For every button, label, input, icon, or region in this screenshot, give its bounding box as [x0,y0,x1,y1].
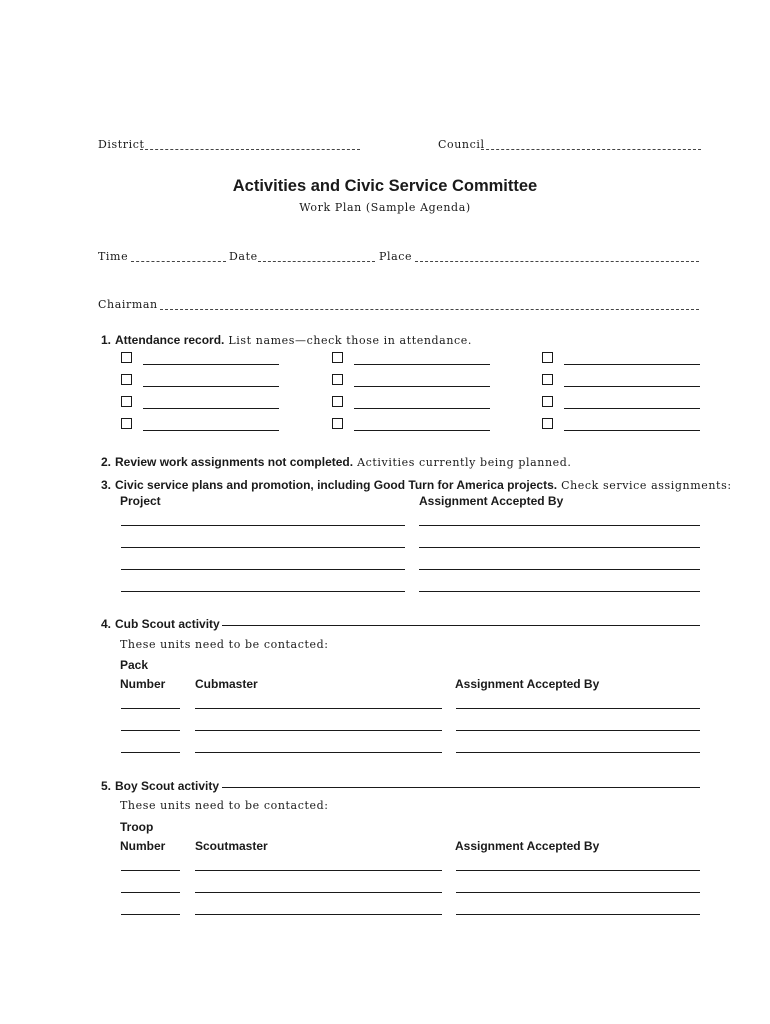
attendance-name-line[interactable] [564,364,700,365]
scoutmaster-line[interactable] [195,892,442,893]
item-1-text: List names—check those in attendance. [228,334,472,347]
chairman-field[interactable] [160,309,699,310]
cubmaster-line[interactable] [195,752,442,753]
troop-number-line[interactable] [121,914,180,915]
pack-number-line[interactable] [121,708,180,709]
scoutmaster-line[interactable] [195,914,442,915]
date-label: Date [229,250,258,263]
attendance-checkbox[interactable] [121,396,132,407]
assignment-line[interactable] [419,569,700,570]
attendance-checkbox[interactable] [332,418,343,429]
attendance-checkbox[interactable] [332,374,343,385]
item-5-title: Boy Scout activity [115,779,220,793]
assignment-line[interactable] [419,591,700,592]
assignment-line[interactable] [419,525,700,526]
cub-scout-activity-line[interactable] [222,625,700,626]
item-3-title: Civic service plans and promotion, including Good Turn for America projects. [115,478,558,492]
troop-assignment-line[interactable] [456,892,700,893]
attendance-checkbox[interactable] [542,396,553,407]
item-1-number: 1. [101,333,112,347]
item-2-title: Review work assignments not completed. [115,455,354,469]
item-3-heading [101,476,732,494]
troop-number-line[interactable] [121,870,180,871]
district-label: District [98,138,145,151]
attendance-name-line[interactable] [354,364,490,365]
item-4-text: These units need to be contacted: [120,638,329,651]
item-4-title: Cub Scout activity [115,617,220,631]
troop-assignment-header: Assignment Accepted By [455,839,600,853]
cub-assignment-header: Assignment Accepted By [455,677,600,691]
date-field[interactable] [258,261,375,262]
attendance-checkbox[interactable] [332,352,343,363]
scoutmaster-line[interactable] [195,870,442,871]
place-label: Place [379,250,413,263]
cubmaster-header: Cubmaster [195,677,258,691]
attendance-name-line[interactable] [564,386,700,387]
attendance-name-line[interactable] [564,408,700,409]
attendance-checkbox[interactable] [332,396,343,407]
item-2-text: Activities currently being planned. [357,456,572,469]
project-line[interactable] [121,591,405,592]
district-field[interactable] [140,149,360,150]
attendance-checkbox[interactable] [121,374,132,385]
troop-assignment-line[interactable] [456,870,700,871]
page-subtitle: Work Plan (Sample Agenda) [299,201,471,214]
troop-assignment-line[interactable] [456,914,700,915]
item-5-text: These units need to be contacted: [120,799,329,812]
cubmaster-line[interactable] [195,708,442,709]
attendance-name-line[interactable] [143,386,279,387]
cub-assignment-line[interactable] [456,752,700,753]
assignment-column-header: Assignment Accepted By [419,494,564,508]
cub-assignment-line[interactable] [456,730,700,731]
attendance-name-line[interactable] [354,430,490,431]
attendance-checkbox[interactable] [542,374,553,385]
attendance-checkbox[interactable] [542,352,553,363]
item-2-number: 2. [101,455,112,469]
item-3-number: 3. [101,478,112,492]
attendance-name-line[interactable] [564,430,700,431]
troop-number-line[interactable] [121,892,180,893]
attendance-name-line[interactable] [143,430,279,431]
attendance-name-line[interactable] [354,408,490,409]
item-4-heading [101,615,220,633]
attendance-checkbox[interactable] [542,418,553,429]
time-label: Time [98,250,129,263]
council-field[interactable] [481,149,701,150]
attendance-checkbox[interactable] [121,352,132,363]
pack-number-line[interactable] [121,752,180,753]
item-5-number: 5. [101,779,112,793]
troop-label: Troop [120,820,154,834]
project-line[interactable] [121,547,405,548]
pack-label: Pack [120,658,149,672]
project-line[interactable] [121,525,405,526]
item-5-heading [101,777,219,795]
cub-assignment-line[interactable] [456,708,700,709]
item-3-text: Check service assignments: [561,479,732,492]
pack-number-line[interactable] [121,730,180,731]
item-2-heading [101,453,571,471]
item-1-heading [101,331,472,349]
attendance-name-line[interactable] [143,408,279,409]
item-4-number: 4. [101,617,112,631]
council-label: Council [438,138,485,151]
attendance-checkbox[interactable] [121,418,132,429]
attendance-name-line[interactable] [143,364,279,365]
chairman-label: Chairman [98,298,158,311]
boy-scout-activity-line[interactable] [222,787,700,788]
troop-number-header: Number [120,839,166,853]
assignment-line[interactable] [419,547,700,548]
time-field[interactable] [131,261,226,262]
scoutmaster-header: Scoutmaster [195,839,268,853]
page-title: Activities and Civic Service Committee [232,177,538,195]
cubmaster-line[interactable] [195,730,442,731]
place-field[interactable] [415,261,699,262]
project-line[interactable] [121,569,405,570]
pack-number-header: Number [120,677,166,691]
project-column-header: Project [120,494,161,508]
item-1-title: Attendance record. [115,333,225,347]
attendance-name-line[interactable] [354,386,490,387]
